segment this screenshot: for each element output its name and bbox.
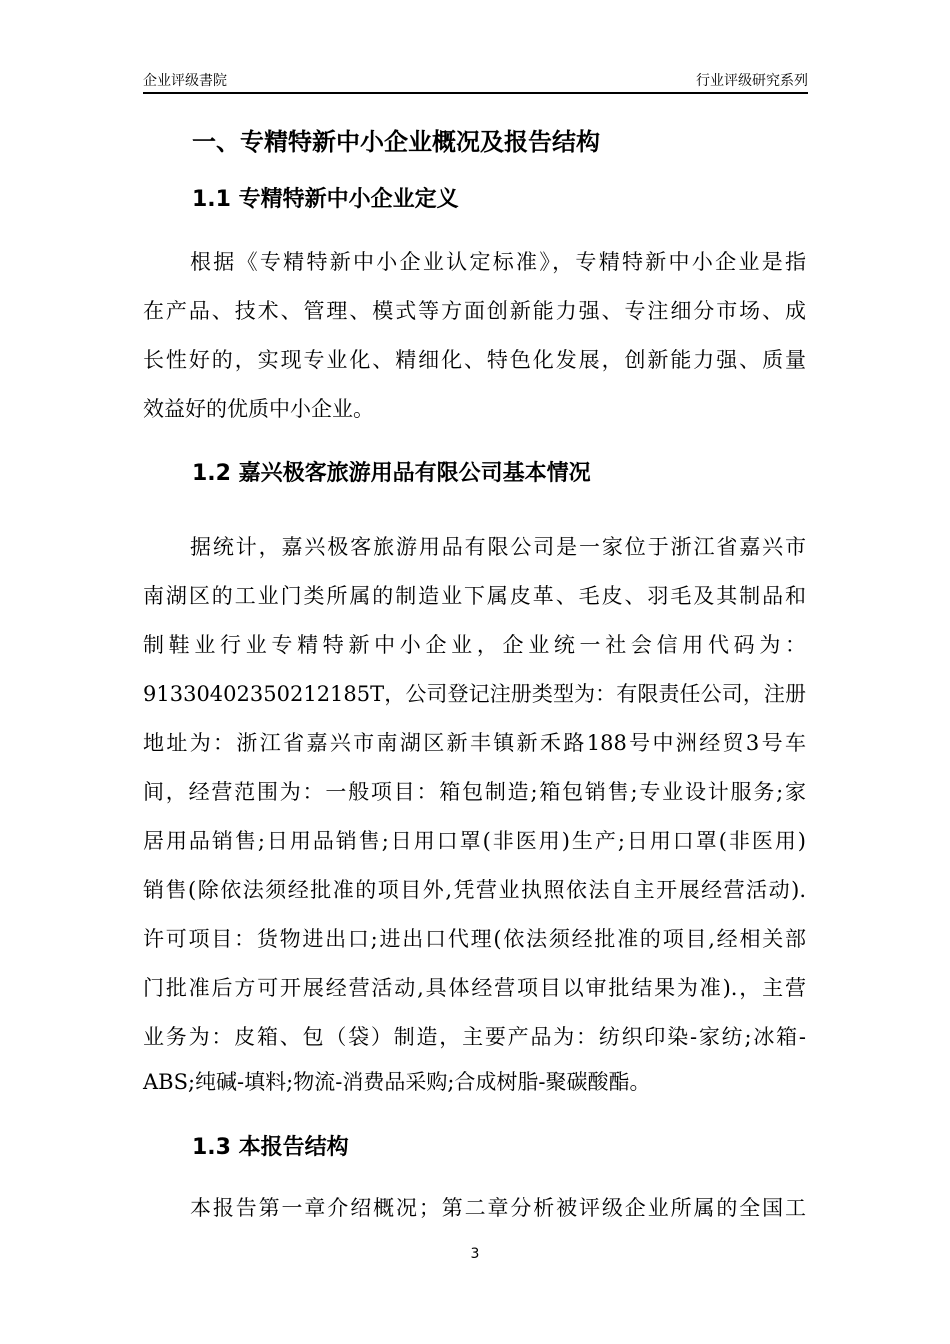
header-right: 行业评级研究系列 bbox=[696, 73, 808, 89]
paragraph-line: 本报告第一章介绍概况；第二章分析被评级企业所属的全国工 bbox=[190, 1196, 806, 1220]
paragraph-line: 南湖区的工业门类所属的制造业下属皮革、毛皮、羽毛及其制品和 bbox=[143, 584, 806, 608]
paragraph-line: 业务为：皮箱、包（袋）制造，主要产品为：纺织印染-家纺;冰箱- bbox=[143, 1025, 806, 1049]
paragraph-line: 在产品、技术、管理、模式等方面创新能力强、专注细分市场、成 bbox=[143, 299, 806, 323]
paragraph-line: 制鞋业行业专精特新中小企业，企业统一社会信用代码为： bbox=[143, 633, 806, 657]
chapter-title: 一、专精特新中小企业概况及报告结构 bbox=[192, 128, 600, 156]
paragraph-line: ABS;纯碱-填料;物流-消费品采购;合成树脂-聚碳酸酯。 bbox=[143, 1070, 651, 1094]
section-heading: 1.3 本报告结构 bbox=[192, 1135, 349, 1160]
section-heading: 1.1 专精特新中小企业定义 bbox=[192, 187, 459, 212]
paragraph-line: 91330402350212185T，公司登记注册类型为：有限责任公司，注册 bbox=[143, 682, 806, 706]
paragraph-line: 居用品销售;日用品销售;日用口罩(非医用)生产;日用口罩(非医用) bbox=[143, 829, 806, 853]
paragraph-line: 间，经营范围为：一般项目：箱包制造;箱包销售;专业设计服务;家 bbox=[143, 780, 806, 804]
paragraph-line: 根据《专精特新中小企业认定标准》，专精特新中小企业是指 bbox=[190, 250, 806, 274]
paragraph-line: 长性好的，实现专业化、精细化、特色化发展，创新能力强、质量 bbox=[143, 348, 806, 372]
page-number: 3 bbox=[470, 1246, 480, 1262]
paragraph-line: 门批准后方可开展经营活动,具体经营项目以审批结果为准).，主营 bbox=[143, 976, 806, 1000]
paragraph-line: 销售(除依法须经批准的项目外,凭营业执照依法自主开展经营活动). bbox=[143, 878, 806, 902]
section-heading: 1.2 嘉兴极客旅游用品有限公司基本情况 bbox=[192, 461, 591, 486]
paragraph-line: 效益好的优质中小企业。 bbox=[143, 397, 374, 421]
page-header bbox=[143, 68, 808, 94]
paragraph-line: 据统计，嘉兴极客旅游用品有限公司是一家位于浙江省嘉兴市 bbox=[190, 535, 806, 559]
header-left: 企业评级書院 bbox=[143, 73, 227, 89]
paragraph-line: 地址为：浙江省嘉兴市南湖区新丰镇新禾路188号中洲经贸3号车 bbox=[143, 731, 806, 755]
paragraph-line: 许可项目：货物进出口;进出口代理(依法须经批准的项目,经相关部 bbox=[143, 927, 806, 951]
